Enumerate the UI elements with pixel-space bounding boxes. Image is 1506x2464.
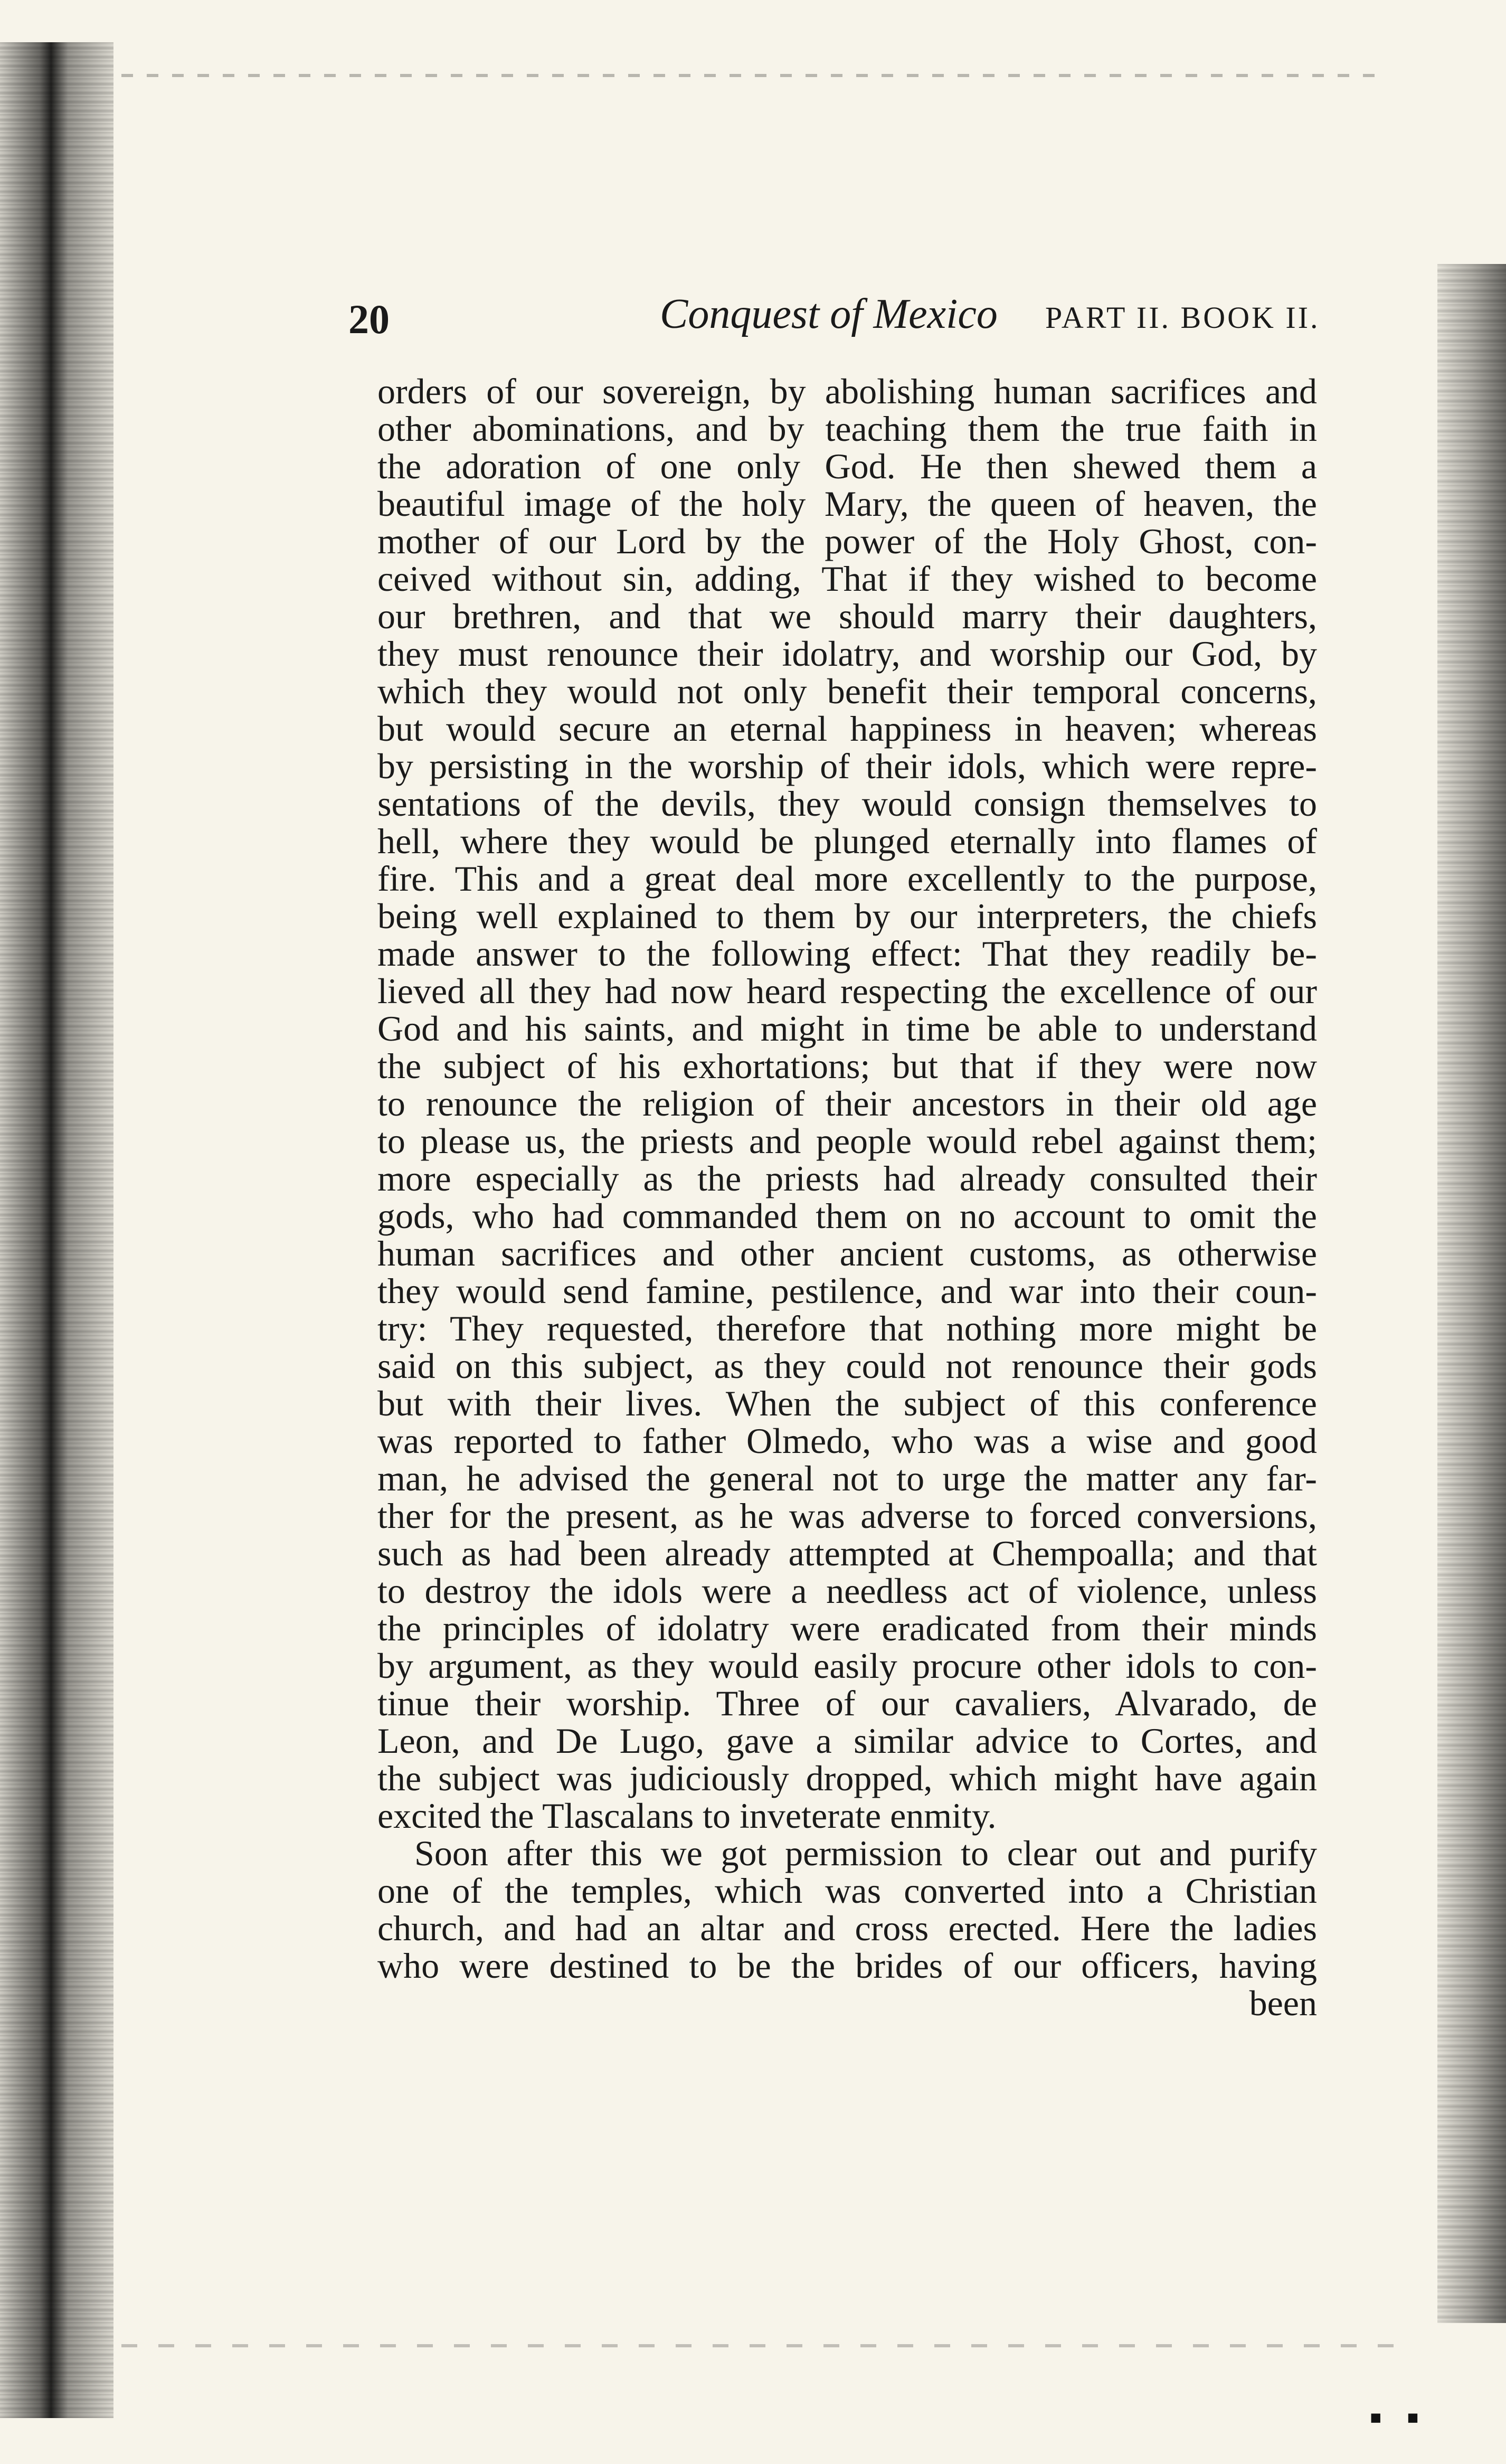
text-line: try: They requested, therefore that nothing more might be bbox=[377, 1308, 1317, 1348]
running-title: Conquest of Mexico bbox=[660, 291, 998, 337]
text-line: one of the temples, which was converted into a Christian bbox=[377, 1871, 1317, 1911]
text-line: fire. This and a great deal more excellently to the purpose, bbox=[377, 858, 1317, 899]
text-line: human sacrifices and other ancient customs, as otherwise bbox=[377, 1233, 1317, 1273]
text-line: made answer to the following effect: That they readily be- bbox=[377, 933, 1317, 974]
scan-top-edge-marks bbox=[121, 74, 1388, 77]
text-line: beautiful image of the holy Mary, the queen of heaven, the bbox=[377, 484, 1317, 524]
text-line: to destroy the idols were a needless act of violence, unless bbox=[377, 1571, 1317, 1611]
text-line: to renounce the religion of their ancestors in their old age bbox=[377, 1083, 1317, 1124]
text-line: gods, who had commanded them on no account to omit the bbox=[377, 1196, 1317, 1236]
text-line: being well explained to them by our interpreters, the chiefs bbox=[377, 896, 1317, 936]
scan-left-edge-shadow bbox=[0, 42, 113, 2418]
text-line: the adoration of one only God. He then shewed them a bbox=[377, 446, 1317, 486]
text-line: ther for the present, as he was adverse to forced conversions, bbox=[377, 1496, 1317, 1536]
text-line: other abominations, and by teaching them the true faith in bbox=[377, 409, 1317, 449]
text-line: ceived without sin, adding, That if they wished to become bbox=[377, 559, 1317, 599]
text-line: more especially as the priests had already consulted their bbox=[377, 1158, 1317, 1198]
part-book-reference: PART II. BOOK II. bbox=[1045, 300, 1320, 335]
text-line: by persisting in the worship of their idols, which were repre- bbox=[377, 746, 1317, 786]
text-line: mother of our Lord by the power of the Holy Ghost, con- bbox=[377, 521, 1317, 561]
text-line: our brethren, and that we should marry their daughters, bbox=[377, 596, 1317, 636]
text-line: to please us, the priests and people would rebel against them; bbox=[377, 1121, 1317, 1161]
page-body-text bbox=[377, 373, 1317, 2022]
text-line: but would secure an eternal happiness in heaven; whereas bbox=[377, 709, 1317, 749]
text-line: sentations of the devils, they would consign themselves to bbox=[377, 783, 1317, 824]
running-header bbox=[348, 290, 1378, 348]
text-line: who were destined to be the brides of our officers, having bbox=[377, 1946, 1317, 1986]
text-line: Leon, and De Lugo, gave a similar advice to Cortes, and bbox=[377, 1721, 1317, 1761]
text-line: the principles of idolatry were eradicated from their minds bbox=[377, 1608, 1317, 1648]
text-line: they would send famine, pestilence, and war into their coun- bbox=[377, 1271, 1317, 1311]
text-line: hell, where they would be plunged eternally into flames of bbox=[377, 821, 1317, 861]
text-line: church, and had an altar and cross erected. Here the ladies bbox=[377, 1908, 1317, 1948]
text-line: but with their lives. When the subject of this conference bbox=[377, 1383, 1317, 1423]
printer-signature-marks: ▪ ▪ bbox=[1369, 2397, 1427, 2438]
text-line: man, he advised the general not to urge the matter any far- bbox=[377, 1458, 1317, 1498]
catchword: been bbox=[1249, 1983, 1317, 2023]
paragraph-end-line: excited the Tlascalans to inveterate enmity. bbox=[377, 1796, 997, 1836]
text-line: tinue their worship. Three of our cavaliers, Alvarado, de bbox=[377, 1683, 1317, 1723]
text-line: the subject was judiciously dropped, which might have again bbox=[377, 1758, 1317, 1798]
text-line: was reported to father Olmedo, who was a wise and good bbox=[377, 1421, 1317, 1461]
paragraph-start-line: Soon after this we got permission to clear out and purify bbox=[414, 1833, 1317, 1873]
page-number: 20 bbox=[348, 296, 390, 342]
text-line: by argument, as they would easily procure other idols to con- bbox=[377, 1646, 1317, 1686]
scan-bottom-edge-marks bbox=[121, 2344, 1399, 2347]
text-line: said on this subject, as they could not renounce their gods bbox=[377, 1346, 1317, 1386]
text-line: lieved all they had now heard respecting the excellence of our bbox=[377, 971, 1317, 1011]
scan-right-edge-shadow bbox=[1437, 264, 1506, 2323]
text-line: which they would not only benefit their temporal concerns, bbox=[377, 671, 1317, 711]
text-line: such as had been already attempted at Chempoalla; and that bbox=[377, 1533, 1317, 1573]
text-line: the subject of his exhortations; but that if they were now bbox=[377, 1046, 1317, 1086]
text-line: God and his saints, and might in time be able to understand bbox=[377, 1008, 1317, 1049]
text-line: they must renounce their idolatry, and worship our God, by bbox=[377, 634, 1317, 674]
text-line: orders of our sovereign, by abolishing human sacrifices and bbox=[377, 371, 1317, 411]
